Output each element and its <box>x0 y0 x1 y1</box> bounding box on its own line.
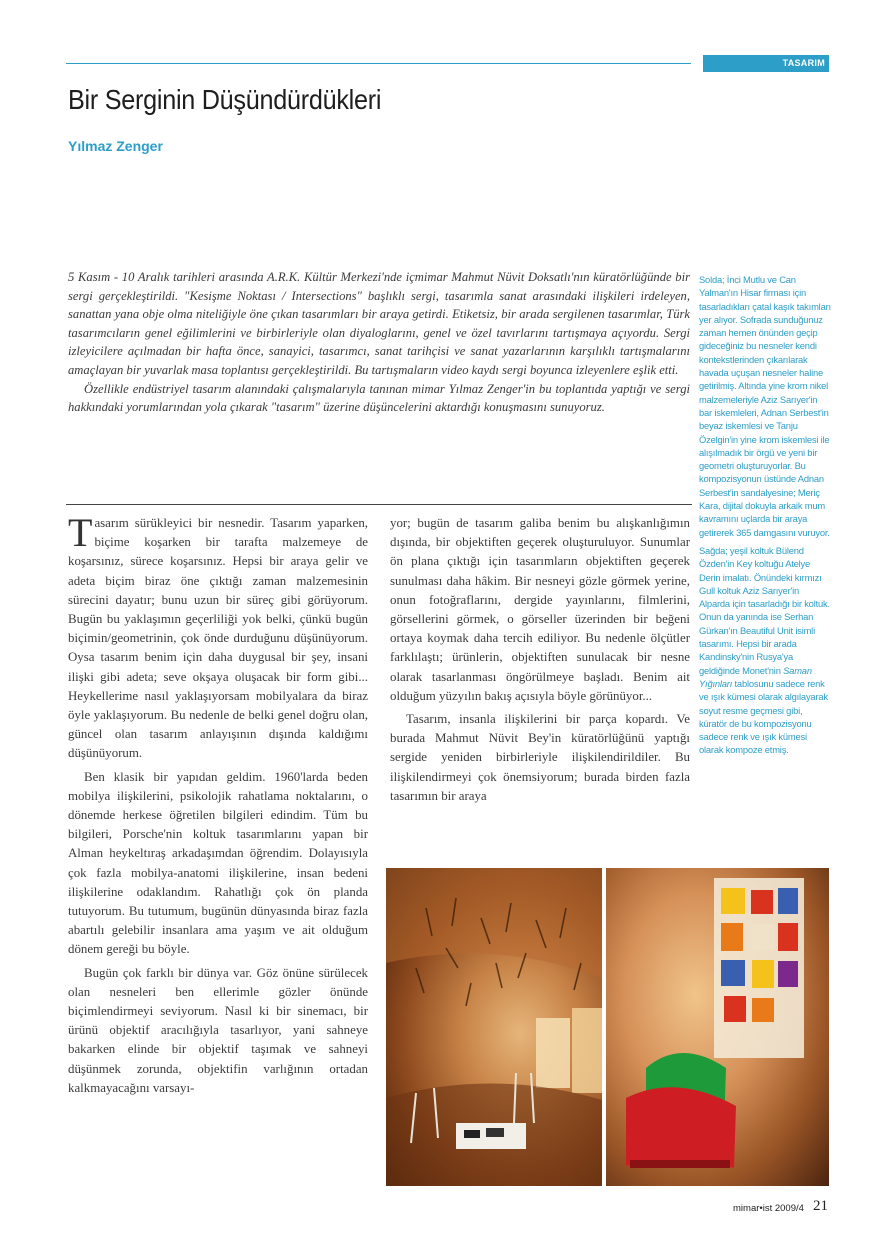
magazine-issue: mimar•ist 2009/4 <box>733 1203 804 1214</box>
body-paragraph-2: Ben klasik bir yapıdan geldim. 1960'larda beden mobilya ilişkilerini, psikolojik rahatlama noktalarını, o dönemde herkese öğretilen bilgileri edindim. Tüm bu bilgileri, Porsche'nin koltuk tasarımlarını yapan bir Alman heykeltıraş arkadaşımdan öğrendim. Dolayısıyla çok fazla mobilya-anatomi ilişkilerine, insan bedeni ilişkilerine odaklandım. Rahatlığı çok ön planda tutuyorum. Bu tutumum, bugünün dünyasında biraz fazla abartılı gelebilir insanlara ama yaşım ve ait olduğum dönem gereği bu böyle. <box>68 769 368 957</box>
page-number: 21 <box>813 1198 828 1214</box>
lead-paragraph-2: Özellikle endüstriyel tasarım alanındaki çalışmalarıyla tanınan mimar Yılmaz Zenger'in bu toplantıda yaptığı ve sergi hakkındaki yorumlarından yola çıkarak "tasarım" üzerine düşüncelerini aktardığı konuşmasını sunuyoruz. <box>68 381 690 415</box>
caption-right-photo <box>699 544 831 757</box>
caption-right-text-b: tablosunu sadece renk ve ışık kümesi olarak algılayarak soyut resme geçmesi gibi, küratör de bu kompozisyonu sadece renk ve ışık kümesi olarak kompoze etmiş. <box>699 677 828 756</box>
body-paragraph-5: Tasarım, insanla ilişkilerini bir parça kopardı. Ve burada Mahmut Nüvit Bey'in küratörlüğünü yaptığı sergide yeniden birbirleriyle ilişkilendirildiler. Bu ilişkilendirmeyi çok önemsiyorum; burada birden fazla tasarımın bir araya <box>390 712 690 803</box>
article-title: Bir Serginin Düşündürdükleri <box>68 84 382 115</box>
body-paragraph-1 <box>68 510 368 764</box>
section-tag: TASARIM <box>703 55 829 72</box>
drop-cap: T <box>68 510 93 555</box>
exhibition-photo-left <box>386 868 602 1186</box>
caption-artwork-title: Saman Yığınları <box>699 664 812 689</box>
exhibition-photo-right <box>606 868 829 1186</box>
exhibition-photo-left-art <box>386 868 602 1186</box>
body-paragraph-1-text: asarım sürükleyici bir nesnedir. Tasarım yaparken, biçime koşarken bir tarafta malzemeye de koşarsınız, sürece koşarsınız. Hepsi bir araya gelir ve adeta biçim biraz öne çıktığı zaman malzemesinin sürecini dayatır; bunu uzun bir süreç gibi görüyorum. Bugün bu yaklaşımın geçerliliği yok belki, çünkü bugün biçimin/geometrinin, çok önde durduğunu düşünüyorum. Oysa tasarım benim için daha duygusal bir şey, insani ilişki gibi adeta; seve okşaya oluşacak bir form gibi... Heykellerime nasıl yaklaşıyorsam mobilyalara da biraz öyle yaklaşıyorum. Bu nedenle de belki genel doğru olan, güncel olan tasarım anlayışının dışında kaldığımı düşünüyorum. <box>68 516 368 761</box>
exhibition-photo-right-art <box>606 868 829 1186</box>
header-rule <box>66 63 691 64</box>
caption-left-photo: Solda; İnci Mutlu ve Can Yalman'ın Hisar firması için tasarladıkları çatal kaşık takımları yer alıyor. Sofrada sunduğunuz zaman hemen önünden geçip gideceğiniz bu nesneler kendi kontekstlerinden çıkarılarak havada uçuşan nesneler haline getirilmiş. Altında yine krom nikel malzemeleriyle Aziz Sarıyer'in bar iskemleleri, Adnan Serbest'in beyaz iskemlesi ve Tanju Özelgin'in yine krom iskemlesi ile alışılmadık bir örgü ve yeni bir geometri oluşturuyorlar. Bu kompozisyonun üstünde Adnan Serbest'in sandalyesine; Meriç Kara, dijital dokuyla arkaik mum kavramını uçlarda bir araya getirerek 365 damgasını vuruyor. <box>699 274 831 538</box>
body-paragraph-3: Bugün çok farklı bir dünya var. Göz önüne sürülecek olan nesneleri ben ellerimle gözler önünde biçimlendirmeyi seviyorum. Nasıl ki bir sinemacı, bir ürünü objektif aracılığıyla tasarlıyor, yani sahneye bakarken elinde bir objektif taşımak ve sahneyi düşünmek zorunda, objektifin varlığının ortadan kalkmayacağını varsayı- <box>68 965 368 1095</box>
body-column-2 <box>390 514 690 806</box>
body-column-1 <box>68 510 368 1098</box>
article-author: Yılmaz Zenger <box>68 138 163 154</box>
lead-separator <box>66 504 692 505</box>
photo-captions <box>699 273 831 762</box>
lead-paragraph-1: 5 Kasım - 10 Aralık tarihleri arasında A.R.K. Kültür Merkezi'nde içmimar Mahmut Nüvit Doksatlı'nın küratörlüğünde bir sergi gerçekleştirildi. "Kesişme Noktası / Intersections" başlıklı sergi, tasarımla sanat arasındaki ilişkileri irdeleyen, sanattan yana obje olma niteliğiyle öne çıkan tasarımları bir araya getirdi. Etiketsiz, bir arada sergilenen tasarımlar, Türk tasarımcıların genel eğilimlerini ve birbirleriyle olan diyaloglarını, genel ve özel tavırlarını tartışmaya açıyordu. Sergi izleyicilere açılmadan bir hafta önce, sanayici, tasarımcı, sanat tarihçisi ve sanat yazarlarının karşılıklı tartışmalarını amaçlayan bir yuvarlak masa toplantısı gerçekleştirildi. Bu tartışmaların video kaydı sergi boyunca izleyenlere eşlik etti. <box>68 270 690 377</box>
caption-right-text-a: Sağda; yeşil koltuk Bülend Özden'in Key koltuğu Atelye Derin imalatı. Önündeki kırmızı Gull koltuk Aziz Sarıyer'in Alparda için tasarladığı bir koltuk. Onun da yanında ise Serhan Gürkan'ın Beautiful Unit isimli tasarımı. Hepsi bir arada Kandinsky'nin Rusya'ya geldiğinde Monet'nin <box>699 544 830 676</box>
body-paragraph-4: yor; bugün de tasarım galiba benim bu alışkanlığımın dışında, bir objektiften geçerek oluşturuluyor. Sunumlar ön plana çıktığı için tasarımların objektiften geçerek sunulması daha hâkim. Bir nesneyi gözle görmek yerine, onun fotoğraflarını, dergide yayınlarını, filmlerini, görsellerini görmek, o görseller üzerinden bir beğeni ortaya koymak daha tercih ediliyor. Bu nedenle ölçütler farklılaştı; ürünlerin, objektiften sunulacak bir nesne olarak tasarlanması öngörülmeye başladı. Benim ait olduğum yüzyılın bakış açısıyla böyle görünüyor... <box>390 516 690 703</box>
lead-paragraphs <box>68 268 690 417</box>
